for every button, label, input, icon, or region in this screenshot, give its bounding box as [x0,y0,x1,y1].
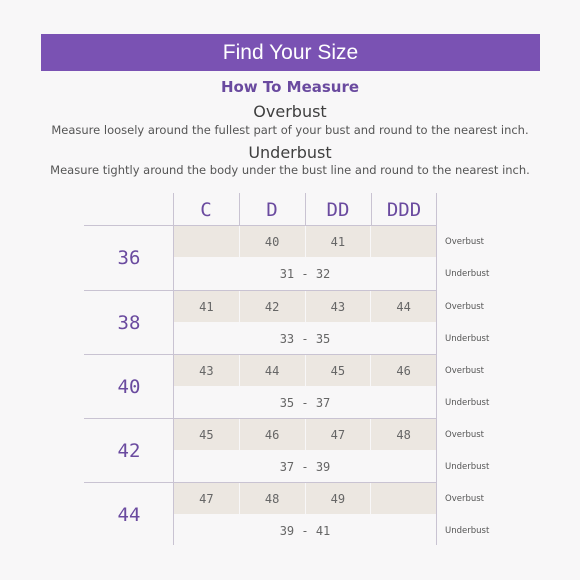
overbust-cell: 41 [306,226,371,257]
overbust-cell: 45 [174,419,239,450]
overbust-label: Overbust [445,429,484,440]
band-size-38: 38 [117,312,141,334]
underbust-label: Underbust [445,333,490,344]
band-size-42: 42 [117,440,141,462]
overbust-label: Overbust [445,301,484,312]
overbust-row-44 [174,483,436,514]
column-header-d: D [266,199,278,221]
band-size-36: 36 [117,247,141,269]
table-vline [436,193,437,545]
column-header-dd: DD [326,199,350,221]
overbust-label: Overbust [445,236,484,247]
underbust-range-42: 37 - 39 [279,459,331,474]
overbust-title: Overbust [253,102,327,121]
overbust-cell: 48 [240,483,305,514]
find-your-size-banner [41,34,540,71]
overbust-label: Overbust [445,365,484,376]
banner-title: Find Your Size [222,40,359,64]
underbust-title: Underbust [248,143,332,162]
band-size-44: 44 [117,504,141,526]
overbust-cell [371,226,436,257]
overbust-row-38 [174,291,436,322]
overbust-cell [371,483,436,514]
overbust-cell: 44 [371,291,436,322]
underbust-label: Underbust [445,268,490,279]
overbust-cell: 42 [240,291,305,322]
underbust-label: Underbust [445,461,490,472]
overbust-cell: 49 [306,483,371,514]
overbust-cell: 47 [306,419,371,450]
overbust-row-40 [174,355,436,386]
underbust-range-44: 39 - 41 [279,523,331,538]
overbust-cell: 41 [174,291,239,322]
overbust-cell: 46 [240,419,305,450]
overbust-cell: 43 [306,291,371,322]
overbust-row-42 [174,419,436,450]
overbust-cell: 40 [240,226,305,257]
overbust-cell: 46 [371,355,436,386]
overbust-cell [174,226,239,257]
underbust-label: Underbust [445,397,490,408]
overbust-cell: 44 [240,355,305,386]
overbust-cell: 47 [174,483,239,514]
underbust-range-36: 31 - 32 [279,266,331,281]
underbust-range-38: 33 - 35 [279,331,331,346]
how-to-measure-heading: How To Measure [220,78,360,96]
column-header-c: C [200,199,212,221]
overbust-cell: 43 [174,355,239,386]
band-size-40: 40 [117,376,141,398]
underbust-range-40: 35 - 37 [279,395,331,410]
overbust-row-36 [174,226,436,257]
column-header-ddd: DDD [386,199,422,221]
overbust-description: Measure loosely around the fullest part of your bust and round to the nearest inch. [51,123,529,137]
underbust-description: Measure tightly around the body under the bust line and round to the nearest inch. [50,163,530,177]
overbust-cell: 48 [371,419,436,450]
overbust-label: Overbust [445,493,484,504]
overbust-cell: 45 [306,355,371,386]
underbust-label: Underbust [445,525,490,536]
